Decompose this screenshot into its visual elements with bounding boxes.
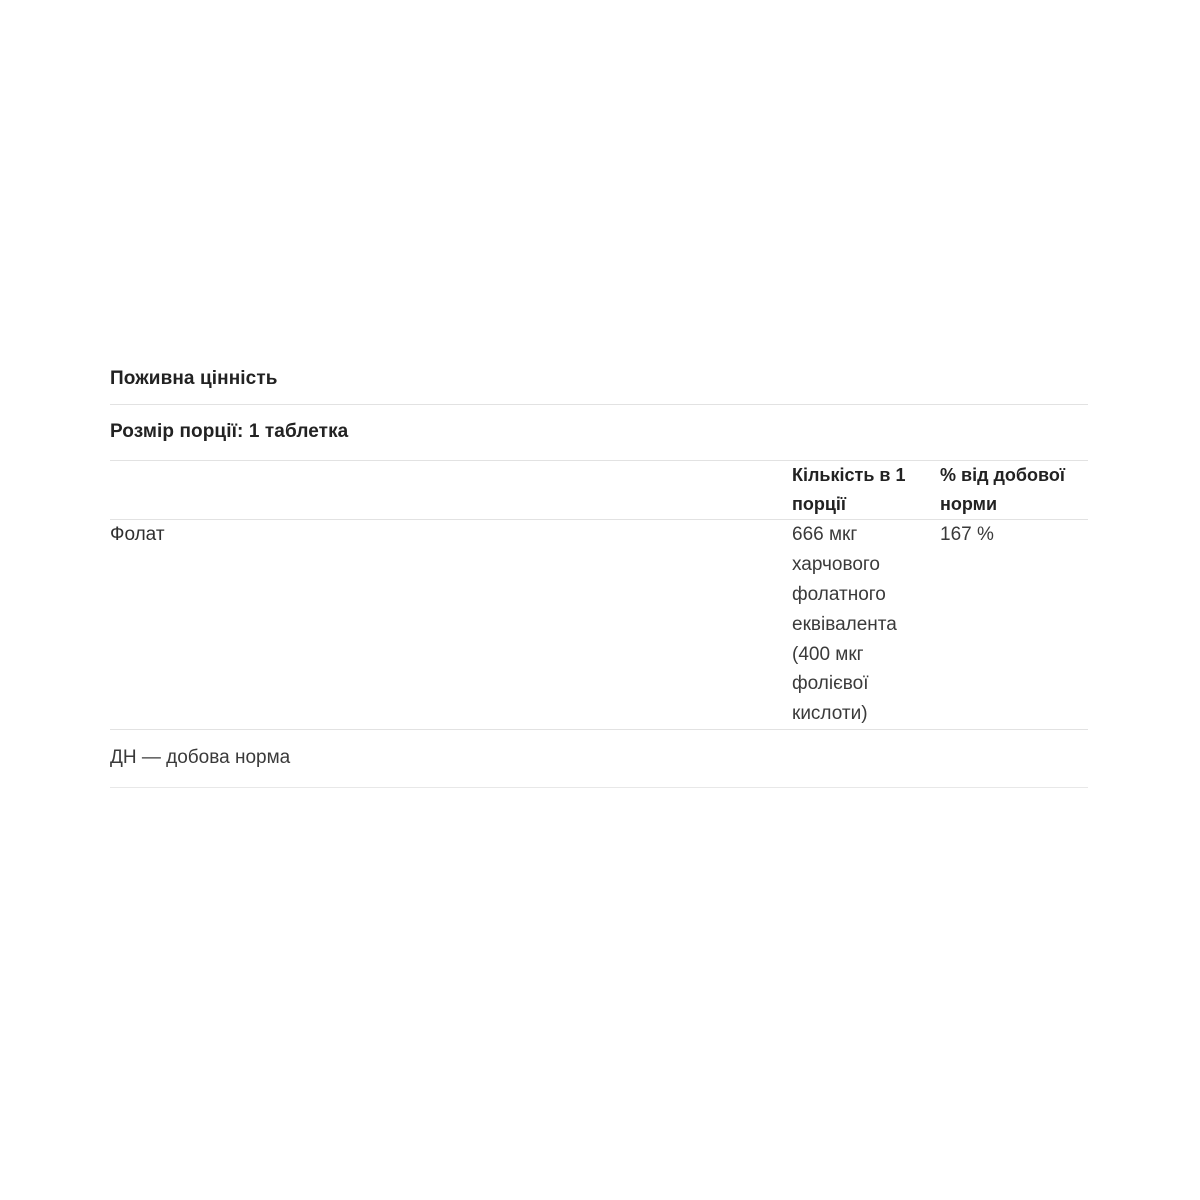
column-header-percent-daily-value: % від добової норми — [940, 461, 1088, 520]
table-header — [110, 461, 1088, 520]
table-row — [110, 520, 1088, 730]
daily-value-footnote: ДН — добова норма — [110, 730, 1088, 788]
serving-size-label: Розмір порції: 1 таблетка — [110, 405, 1088, 461]
nutrient-amount: 666 мкг харчового фолатного еквівалента (400 мкг фолієвої кислоти) — [792, 520, 940, 730]
nutrient-name: Фолат — [110, 520, 792, 730]
table-header-row — [110, 461, 1088, 520]
column-header-nutrient — [110, 461, 792, 520]
nutrient-daily-value: 167 % — [940, 520, 1088, 730]
nutrition-facts-panel — [110, 358, 1088, 788]
column-header-amount-per-serving: Кількість в 1 порції — [792, 461, 940, 520]
nutrition-table — [110, 461, 1088, 730]
table-body — [110, 520, 1088, 730]
page-title: Поживна цінність — [110, 358, 1088, 405]
